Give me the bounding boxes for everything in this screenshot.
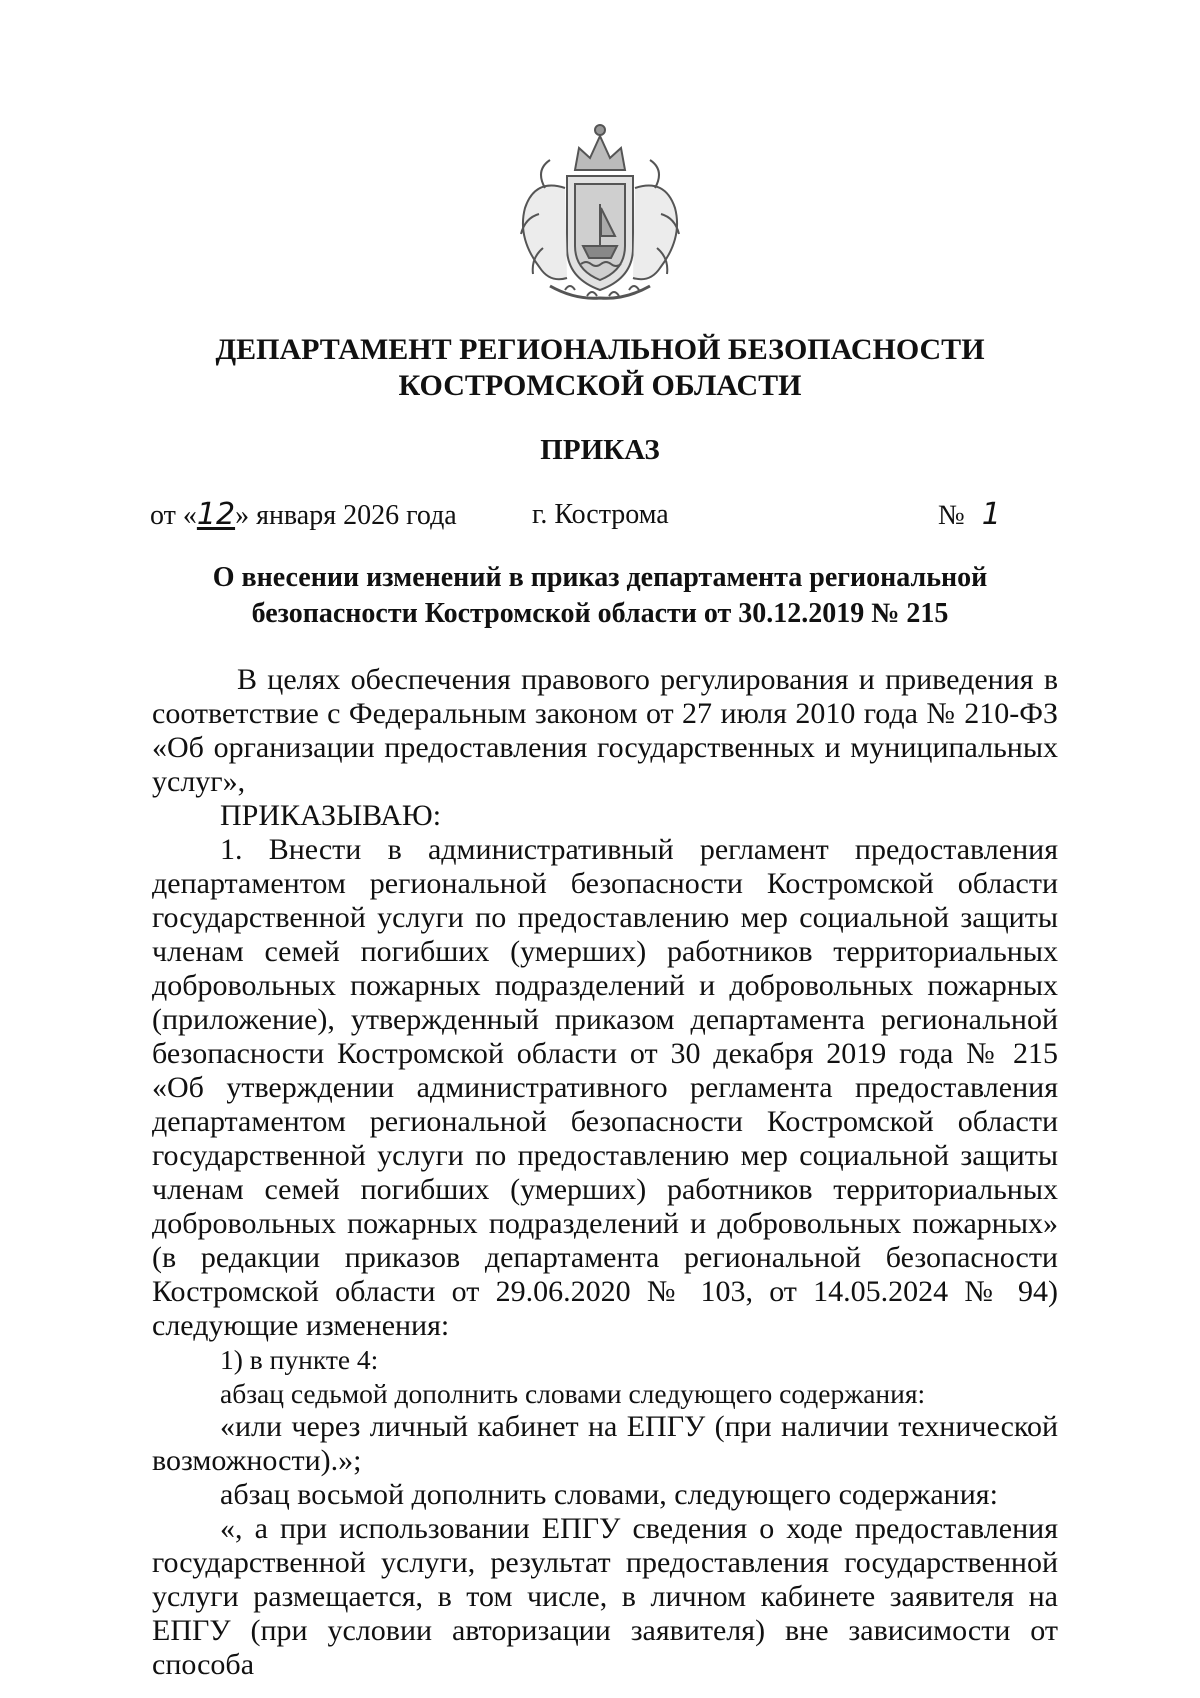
order-subject: [150, 560, 1050, 632]
date-prefix: от «: [150, 500, 197, 531]
subitem-1-paragraph: 1) в пункте 4:: [220, 1344, 379, 1375]
preamble-paragraph: В целях обеспечения правового регулирования и приведения в соответствие с Федеральным законом от 27 июля 2010 года № 210-ФЗ «Об организации предоставления государственных и муниципальных услуг»,: [152, 663, 1058, 798]
order-city: г. Кострома: [532, 499, 669, 530]
subject-line-2: безопасности Костромской области от 30.12.2019 № 215: [251, 598, 949, 629]
order-date: [150, 498, 457, 533]
order-body: [152, 663, 1058, 1682]
department-line-2: КОСТРОМСКОЙ ОБЛАСТИ: [398, 369, 802, 402]
order-directive: ПРИКАЗЫВАЮ:: [220, 799, 442, 832]
item-1-paragraph: 1. Внести в административный регламент предоставления департаментом региональной безопасности Костромской области государственной услуги по предоставлению мер социальной защиты членам семей погибших (умерших) работников территориальных добровольных пожарных подразделений и добровольных пожарных (приложение), утвержденный приказом департамента региональной безопасности Костромской области от 30 декабря 2019 года № 215 «Об утверждении административного регламента предоставления департаментом региональной безопасности Костромской области государственной услуги по предоставлению мер социальной защиты членам семей погибших (умерших) работников территориальных добровольных пожарных подразделений и добровольных пожарных» (в редакции приказов департамента региональной безопасности Костромской области от 29.06.2020 № 103, от 14.05.2024 № 94) следующие изменения:: [152, 833, 1058, 1342]
department-line-1: ДЕПАРТАМЕНТ РЕГИОНАЛЬНОЙ БЕЗОПАСНОСТИ: [215, 333, 985, 366]
department-name: [0, 332, 1200, 404]
paragraph-eighth-amendment: абзац восьмой дополнить словами, следующего содержания:: [220, 1478, 998, 1511]
order-number: [938, 498, 1001, 533]
coat-of-arms-icon: [495, 118, 705, 306]
number-label: №: [938, 500, 965, 531]
handwritten-number: 1: [981, 497, 1001, 532]
paragraph-eighth-text: «, а при использовании ЕПГУ сведения о ходе предоставления государственной услуги, результат предоставления государственной услуги размещается, в том числе, в личном кабинете заявителя на ЕПГУ (при условии авторизации заявителя) вне зависимости от способа: [152, 1512, 1058, 1681]
paragraph-seventh-text: «или через личный кабинет на ЕПГУ (при наличии технической возможности).»;: [152, 1410, 1058, 1477]
date-suffix: » января 2026 года: [235, 500, 457, 531]
paragraph-seventh-amendment: абзац седьмой дополнить словами следующего содержания:: [220, 1377, 926, 1409]
handwritten-day: 12: [196, 497, 236, 532]
document-type: ПРИКАЗ: [540, 434, 660, 466]
subject-line-1: О внесении изменений в приказ департамента региональной: [212, 562, 988, 593]
